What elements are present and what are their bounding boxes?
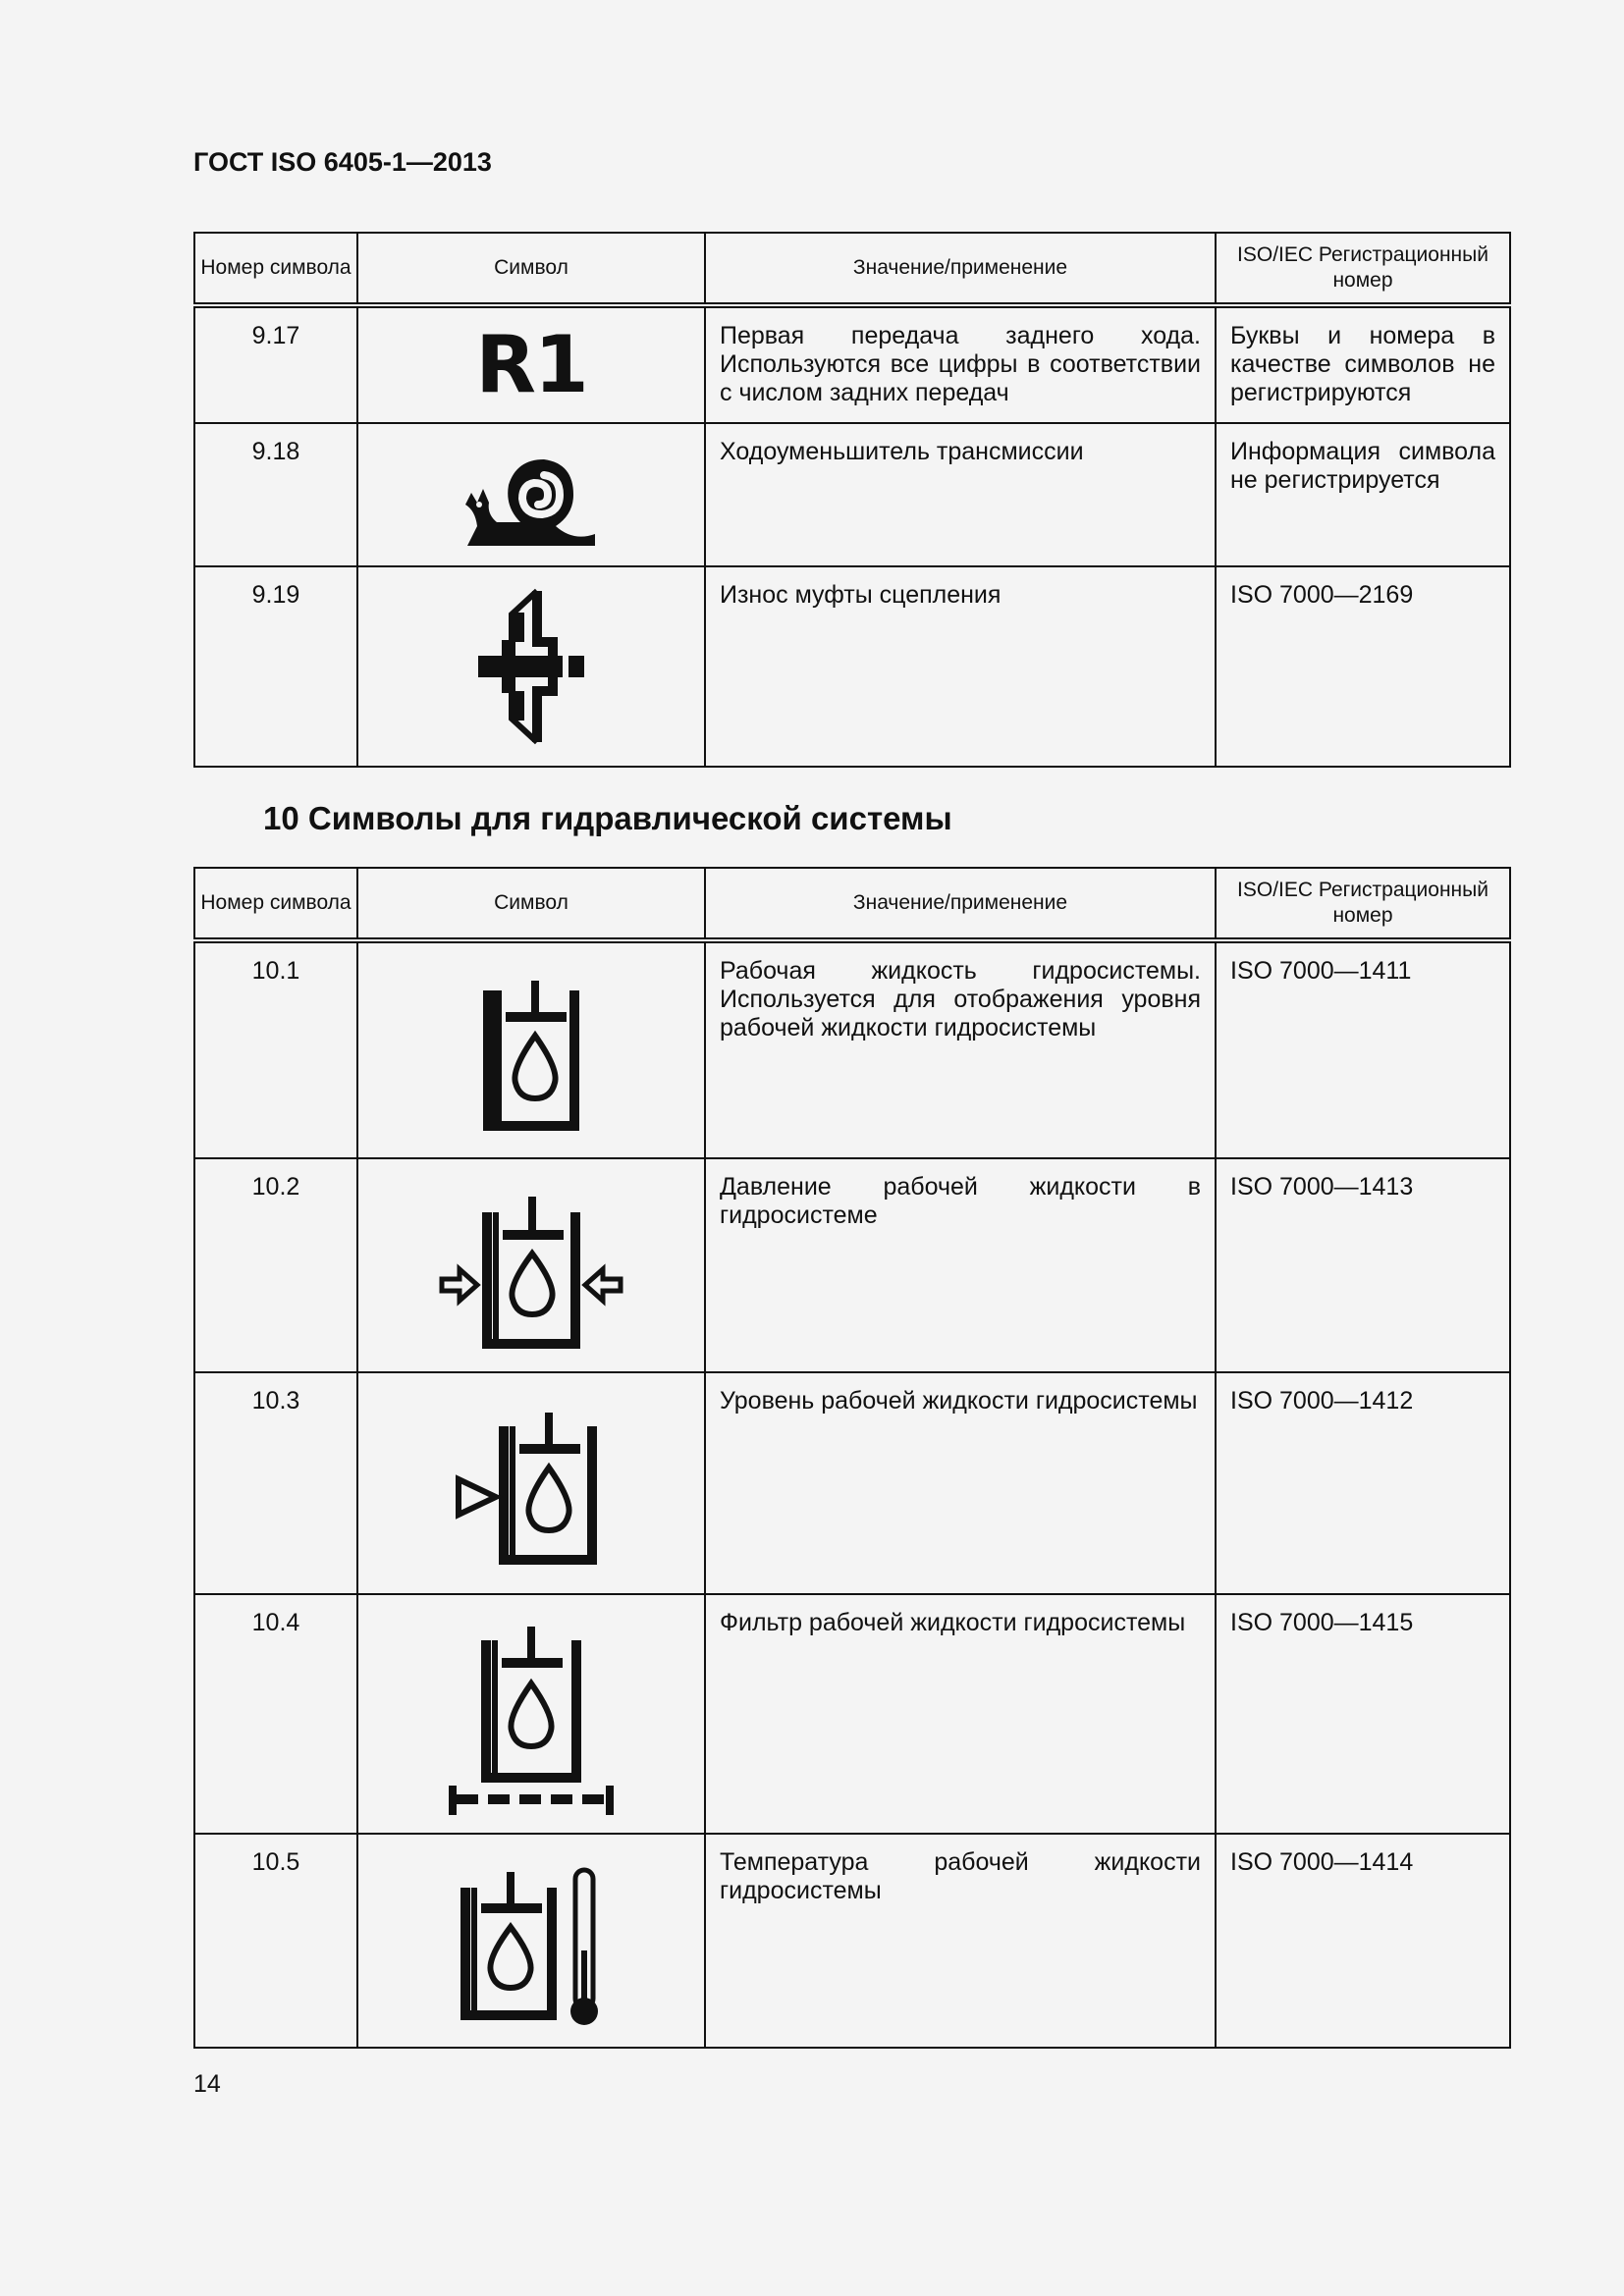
symbol-cell bbox=[357, 1594, 705, 1834]
r1-symbol-text: R1 bbox=[475, 319, 587, 410]
table-row bbox=[194, 305, 1510, 423]
col-header-number: Номер символа bbox=[194, 233, 357, 305]
symbol-cell bbox=[357, 305, 705, 423]
r1-reverse-gear-icon bbox=[358, 308, 704, 410]
symbol-cell bbox=[357, 566, 705, 767]
symbol-meaning: Рабочая жидкость гидросистемы. Используется для отображения уровня рабочей жидкости гидросистемы bbox=[705, 940, 1216, 1158]
table-row bbox=[194, 1594, 1510, 1834]
document-header: ГОСТ ISO 6405-1—2013 bbox=[193, 147, 492, 177]
col-header-number: Номер символа bbox=[194, 868, 357, 940]
symbol-cell bbox=[357, 423, 705, 566]
hydraulic-fluid-filter-icon bbox=[443, 1621, 620, 1817]
symbol-number: 10.5 bbox=[194, 1834, 357, 2048]
snail-creeper-gear-icon bbox=[458, 446, 605, 554]
table-row bbox=[194, 423, 1510, 566]
symbol-cell bbox=[357, 1158, 705, 1372]
table-row bbox=[194, 1158, 1510, 1372]
col-header-symbol: Символ bbox=[357, 868, 705, 940]
symbol-cell bbox=[357, 940, 705, 1158]
col-header-meaning: Значение/применение bbox=[705, 233, 1216, 305]
col-header-meaning: Значение/применение bbox=[705, 868, 1216, 940]
symbol-number: 10.4 bbox=[194, 1594, 357, 1834]
clutch-wear-icon bbox=[472, 583, 590, 750]
table-row bbox=[194, 1834, 1510, 2048]
col-header-reg: ISO/IEC Регистрационный номер bbox=[1216, 868, 1510, 940]
symbol-cell bbox=[357, 1834, 705, 2048]
symbol-reg: ISO 7000—1411 bbox=[1216, 940, 1510, 1158]
symbols-table-gearbox bbox=[193, 232, 1511, 768]
page-number: 14 bbox=[193, 2070, 221, 2098]
symbol-reg: Информация символа не регистрируется bbox=[1216, 423, 1510, 566]
symbol-reg: ISO 7000—1415 bbox=[1216, 1594, 1510, 1834]
symbol-number: 9.17 bbox=[194, 305, 357, 423]
section-title: 10 Символы для гидравлической системы bbox=[263, 800, 952, 836]
table-row bbox=[194, 566, 1510, 767]
symbol-reg: Буквы и номера в качестве символов не регистрируются bbox=[1216, 305, 1510, 423]
hydraulic-fluid-pressure-icon bbox=[438, 1187, 624, 1354]
symbol-meaning: Износ муфты сцепления bbox=[705, 566, 1216, 767]
symbol-meaning: Давление рабочей жидкости в гидросистеме bbox=[705, 1158, 1216, 1372]
hydraulic-fluid-temperature-icon bbox=[458, 1862, 605, 2029]
symbol-number: 10.3 bbox=[194, 1372, 357, 1594]
col-header-symbol: Символ bbox=[357, 233, 705, 305]
symbol-reg: ISO 7000—2169 bbox=[1216, 566, 1510, 767]
symbol-reg: ISO 7000—1413 bbox=[1216, 1158, 1510, 1372]
symbol-meaning: Первая передача заднего хода. Используются все цифры в соответствии с числом задних передач bbox=[705, 305, 1216, 423]
hydraulic-fluid-level-icon bbox=[453, 1403, 610, 1570]
symbol-number: 10.2 bbox=[194, 1158, 357, 1372]
symbol-meaning: Уровень рабочей жидкости гидросистемы bbox=[705, 1372, 1216, 1594]
table-row bbox=[194, 1372, 1510, 1594]
symbols-table-hydraulic bbox=[193, 867, 1511, 2049]
symbol-meaning: Фильтр рабочей жидкости гидросистемы bbox=[705, 1594, 1216, 1834]
col-header-reg: ISO/IEC Регистрационный номер bbox=[1216, 233, 1510, 305]
symbol-reg: ISO 7000—1412 bbox=[1216, 1372, 1510, 1594]
symbol-number: 10.1 bbox=[194, 940, 357, 1158]
hydraulic-fluid-icon bbox=[472, 971, 590, 1138]
symbol-cell bbox=[357, 1372, 705, 1594]
symbol-meaning: Температура рабочей жидкости гидросистемы bbox=[705, 1834, 1216, 2048]
symbol-meaning: Ходоуменьшитель трансмиссии bbox=[705, 423, 1216, 566]
symbol-number: 9.18 bbox=[194, 423, 357, 566]
symbol-number: 9.19 bbox=[194, 566, 357, 767]
symbol-reg: ISO 7000—1414 bbox=[1216, 1834, 1510, 2048]
table-row bbox=[194, 940, 1510, 1158]
